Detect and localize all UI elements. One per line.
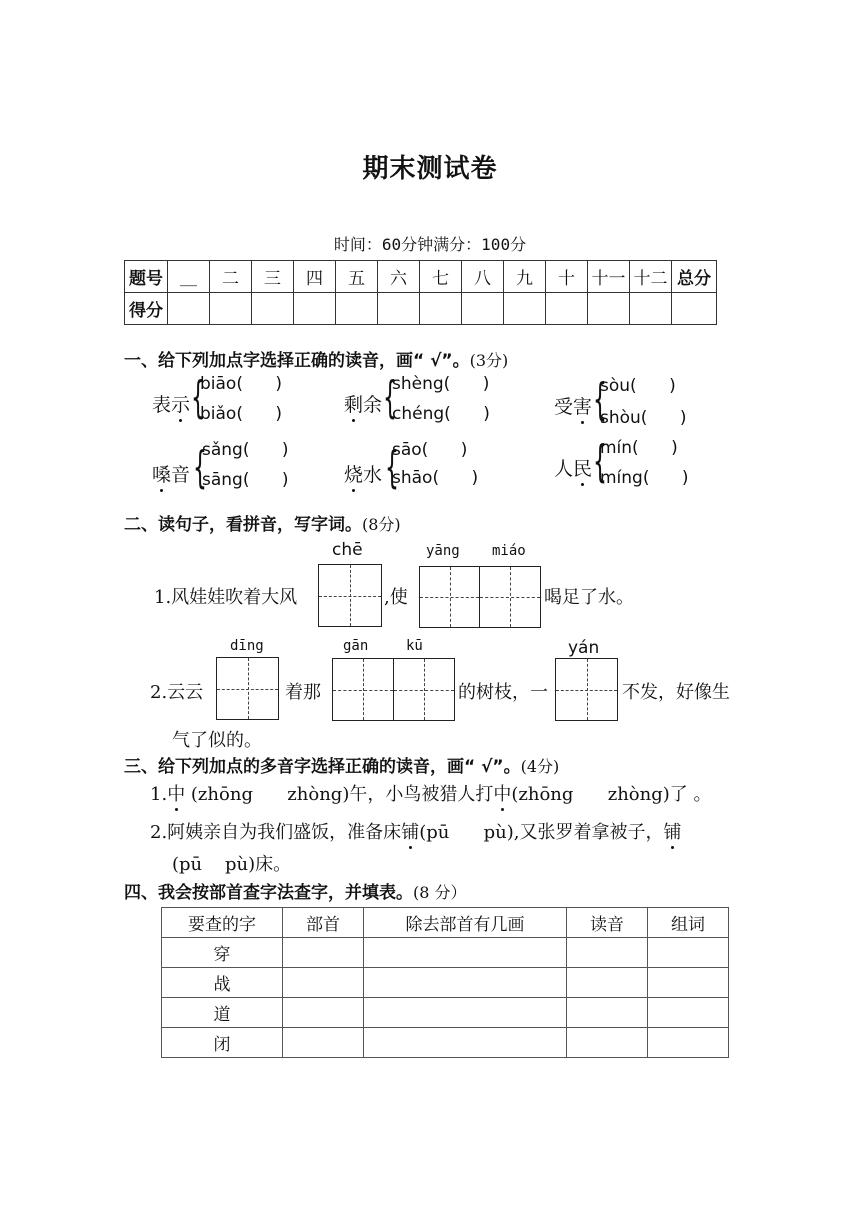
score-cell[interactable] <box>252 293 294 325</box>
brace-icon: { <box>593 374 607 425</box>
score-col: 六 <box>378 261 420 293</box>
sentence-text: 2.云云 <box>150 682 204 703</box>
lookup-cell[interactable] <box>283 1028 364 1058</box>
sentence-text: 着那 <box>285 682 321 703</box>
lookup-cell[interactable] <box>364 938 567 968</box>
brace-icon: { <box>193 442 207 493</box>
s1-option[interactable]: sǎng( ) <box>202 440 289 460</box>
lookup-table <box>161 907 729 1058</box>
pinyin-label: dīng <box>230 638 264 654</box>
score-cell[interactable] <box>168 293 210 325</box>
section4-heading: 四、我会按部首查字法查字，并填表。(8 分） <box>124 883 467 903</box>
s1-option[interactable]: sāng( ) <box>202 470 289 490</box>
sentence-text: ,使 <box>384 587 408 608</box>
score-cell[interactable] <box>210 293 252 325</box>
score-cell[interactable] <box>546 293 588 325</box>
lookup-cell[interactable] <box>364 1028 567 1058</box>
section2-heading: 二、读句子，看拼音，写字词。(8分) <box>124 515 401 535</box>
sentence-text: 喝足了水。 <box>544 587 634 608</box>
score-col: 二 <box>210 261 252 293</box>
score-cell[interactable] <box>630 293 672 325</box>
lookup-row <box>162 968 729 998</box>
score-col: 十 <box>546 261 588 293</box>
s1-item-word: 剩余 <box>344 394 383 416</box>
lookup-char: 战 <box>162 968 283 998</box>
section1-heading: 一、给下列加点字选择正确的读音，画“ √”。(3分) <box>124 351 509 371</box>
writing-grid-box[interactable] <box>555 658 618 721</box>
score-col: 四 <box>294 261 336 293</box>
lookup-cell[interactable] <box>364 968 567 998</box>
pinyin-label: miáo <box>492 543 526 559</box>
lookup-char: 道 <box>162 998 283 1028</box>
time-info: 时间：60分钟满分：100分 <box>333 235 527 254</box>
lookup-header: 读音 <box>567 908 648 938</box>
polyphone-line-1: 1.中 (zhōng zhòng)午，小鸟被猎人打中(zhōng zhòng)了 。 <box>150 784 712 805</box>
score-cell[interactable] <box>420 293 462 325</box>
lookup-cell[interactable] <box>567 968 648 998</box>
s1-option[interactable]: sòu( ) <box>600 376 676 396</box>
s1-option[interactable]: biāo( ) <box>200 374 283 394</box>
score-col: 十二 <box>630 261 672 293</box>
lookup-cell[interactable] <box>648 998 729 1028</box>
s1-item-word: 表示 <box>152 394 191 416</box>
score-col: 七 <box>420 261 462 293</box>
lookup-cell[interactable] <box>283 968 364 998</box>
score-col-total: 总分 <box>672 261 717 293</box>
sentence-text: 气了似的。 <box>172 730 262 751</box>
lookup-header: 部首 <box>283 908 364 938</box>
pinyin-label: yāng <box>426 543 460 559</box>
sentence-text: 1.风娃娃吹着大风 <box>154 587 298 608</box>
score-col: 九 <box>504 261 546 293</box>
lookup-cell[interactable] <box>567 1028 648 1058</box>
s1-item-word: 嗓音 <box>152 464 191 486</box>
writing-grid-box[interactable] <box>216 657 279 720</box>
score-row-label: 得分 <box>125 293 168 325</box>
s1-option[interactable]: shèng( ) <box>392 374 490 394</box>
pinyin-label: yán <box>568 638 600 658</box>
s1-item-word: 烧水 <box>344 464 383 486</box>
lookup-header: 要查的字 <box>162 908 283 938</box>
score-col: 三 <box>252 261 294 293</box>
section3-heading: 三、给下列加点的多音字选择正确的读音，画“ √”。(4分) <box>124 757 560 777</box>
score-col: 十一 <box>588 261 630 293</box>
lookup-row <box>162 998 729 1028</box>
lookup-header: 组词 <box>648 908 729 938</box>
lookup-cell[interactable] <box>567 938 648 968</box>
s1-option[interactable]: shòu( ) <box>600 408 687 428</box>
score-col: 五 <box>336 261 378 293</box>
polyphone-line-3: (pū pù)床。 <box>172 854 292 875</box>
s1-option[interactable]: sāo( ) <box>392 440 468 460</box>
score-table <box>124 260 717 325</box>
lookup-cell[interactable] <box>283 938 364 968</box>
page-title: 期末测试卷 <box>362 154 498 184</box>
score-col: __ <box>168 261 210 293</box>
score-cell[interactable] <box>588 293 630 325</box>
s1-option[interactable]: shāo( ) <box>392 468 479 488</box>
lookup-cell[interactable] <box>567 998 648 1028</box>
score-header-label: 题号 <box>125 261 168 293</box>
lookup-cell[interactable] <box>648 938 729 968</box>
s1-option[interactable]: biǎo( ) <box>200 404 283 424</box>
score-cell[interactable] <box>378 293 420 325</box>
writing-grid-box[interactable] <box>332 658 455 721</box>
lookup-cell[interactable] <box>648 968 729 998</box>
brace-icon: { <box>383 372 397 423</box>
writing-grid-box[interactable] <box>318 564 382 627</box>
s1-option[interactable]: míng( ) <box>600 468 689 488</box>
lookup-header-row <box>162 908 729 938</box>
lookup-cell[interactable] <box>364 998 567 1028</box>
score-table-score-row <box>125 293 717 325</box>
polyphone-line-2: 2.阿姨亲自为我们盛饭，准备床铺(pū pù),又张罗着拿被子，铺 <box>150 822 682 843</box>
score-cell[interactable] <box>672 293 717 325</box>
s1-option[interactable]: chéng( ) <box>392 404 490 424</box>
lookup-cell[interactable] <box>283 998 364 1028</box>
lookup-row <box>162 1028 729 1058</box>
lookup-header: 除去部首有几画 <box>364 908 567 938</box>
lookup-cell[interactable] <box>648 1028 729 1058</box>
score-col: 八 <box>462 261 504 293</box>
s1-item-word: 受害 <box>554 396 593 418</box>
score-cell[interactable] <box>462 293 504 325</box>
brace-icon: { <box>191 372 205 423</box>
sentence-text: 的树枝，一 <box>458 682 548 703</box>
writing-grid-box[interactable] <box>419 566 541 628</box>
brace-icon: { <box>593 436 607 487</box>
score-cell[interactable] <box>504 293 546 325</box>
score-cell[interactable] <box>336 293 378 325</box>
score-table-header-row <box>125 261 717 293</box>
brace-icon: { <box>385 442 399 493</box>
score-cell[interactable] <box>294 293 336 325</box>
lookup-char: 闭 <box>162 1028 283 1058</box>
s1-option[interactable]: mín( ) <box>600 438 678 458</box>
lookup-row <box>162 938 729 968</box>
sentence-text: 不发，好像生 <box>622 682 730 703</box>
pinyin-label: gān <box>343 638 369 654</box>
pinyin-label: chē <box>332 540 363 560</box>
s1-item-word: 人民 <box>554 458 593 480</box>
lookup-char: 穿 <box>162 938 283 968</box>
pinyin-label: kū <box>406 638 423 654</box>
